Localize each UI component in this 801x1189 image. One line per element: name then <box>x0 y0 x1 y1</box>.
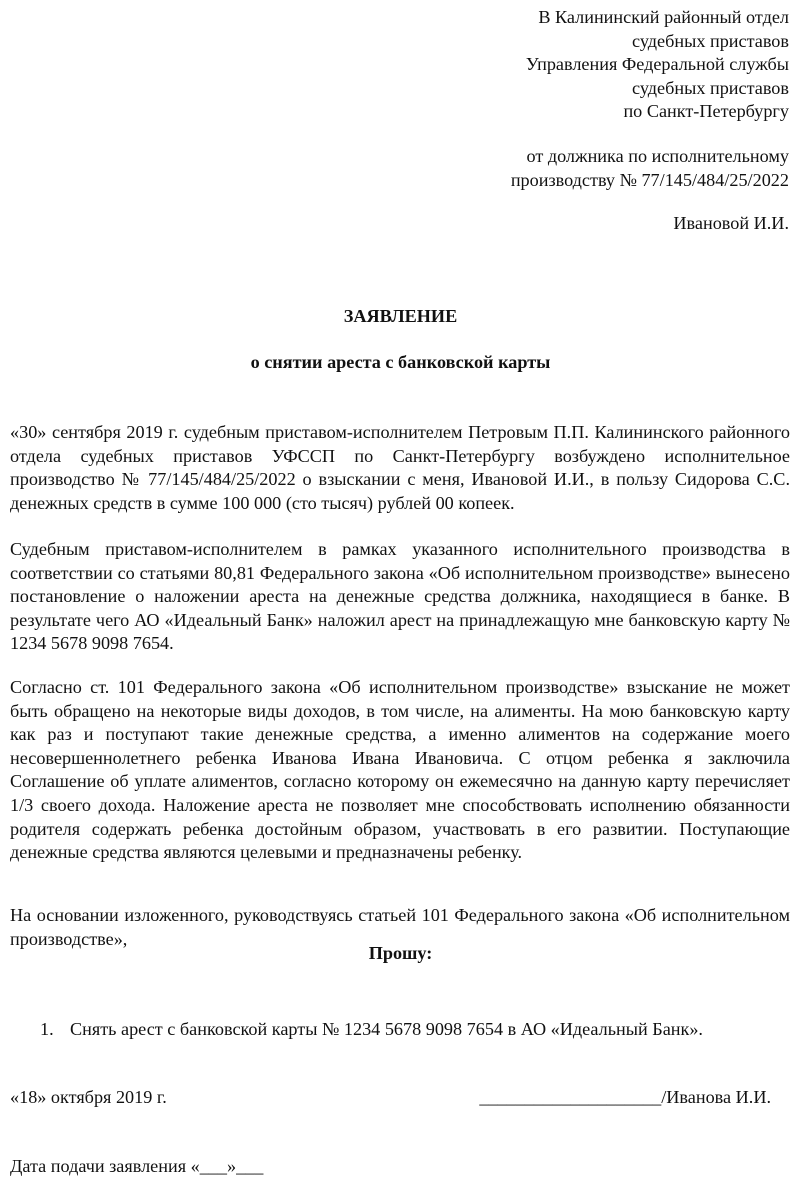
debtor-line: от должника по исполнительному <box>526 146 789 166</box>
document-subtitle: о снятии ареста с банковской карты <box>250 352 551 372</box>
request-item-text: Снять арест с банковской карты № 1234 5678 9098 7654 в АО «Идеальный Банк». <box>70 1019 703 1039</box>
signing-date: «18» октября 2019 г. <box>10 1087 167 1107</box>
body-paragraph: «30» сентября 2019 г. судебным приставом-исполнителем Петровым П.П. Калининского районного отдела судебных приставов УФССП по Санкт-Петербургу возбуждено исполнительное производство № 77/145/484/25/2022 о взыскании с меня, Ивановой И.И., в пользу Сидорова С.С. денежных средств в сумме 100 000 (сто тысяч) рублей 00 копеек. <box>10 422 790 513</box>
addressee-line: по Санкт-Петербургу <box>623 101 789 121</box>
body-paragraph: Согласно ст. 101 Федерального закона «Об исполнительном производстве» взыскание не может быть обращено на некоторые виды доходов, в том числе, на алименты. На мою банковскую карту как раз и поступают такие денежные средства, а именно алиментов на содержание моего несовершеннолетнего ребенка Иванова Ивана Ивановича. С отцом ребенка я заключила Соглашение об уплате алиментов, согласно которому он ежемесячно на данную карту перечисляет 1/3 своего дохода. Наложение ареста не позволяет мне способствовать исполнению обязанности родителя содержать ребенка достойным образом, участвовать в его развитии. Поступающие денежные средства являются целевыми и предназначены ребенку. <box>10 677 790 863</box>
addressee-line: В Калининский районный отдел <box>538 7 789 27</box>
body-paragraph: На основании изложенного, руководствуясь статьей 101 Федерального закона «Об исполнительном производстве», <box>10 905 790 949</box>
request-item-number: 1. <box>40 1019 54 1039</box>
signature-line: ____________________/Иванова И.И. <box>479 1087 771 1107</box>
debtor-block <box>511 145 789 192</box>
debtor-name: Ивановой И.И. <box>673 213 789 233</box>
submission-date-field: Дата подачи заявления «___»___ <box>10 1156 264 1176</box>
request-list-item <box>40 1019 703 1040</box>
addressee-line: Управления Федеральной службы <box>525 54 789 74</box>
request-heading: Прошу: <box>368 943 433 963</box>
document-title: ЗАЯВЛЕНИЕ <box>343 306 458 326</box>
addressee-line: судебных приставов <box>632 77 789 98</box>
body-paragraph: Судебным приставом-исполнителем в рамках указанного исполнительного производства в соответствии со статьями 80,81 Федерального закона «Об исполнительном производстве» вынесено постановление о наложении ареста на денежные средства должника, находящиеся в банке. В результате чего АО «Идеальный Банк» наложил арест на принадлежащую мне банковскую карту № 1234 5678 9098 7654. <box>10 539 790 654</box>
debtor-line: производству № 77/145/484/25/2022 <box>510 169 789 190</box>
addressee-block <box>526 6 789 124</box>
addressee-line: судебных приставов <box>632 30 789 51</box>
